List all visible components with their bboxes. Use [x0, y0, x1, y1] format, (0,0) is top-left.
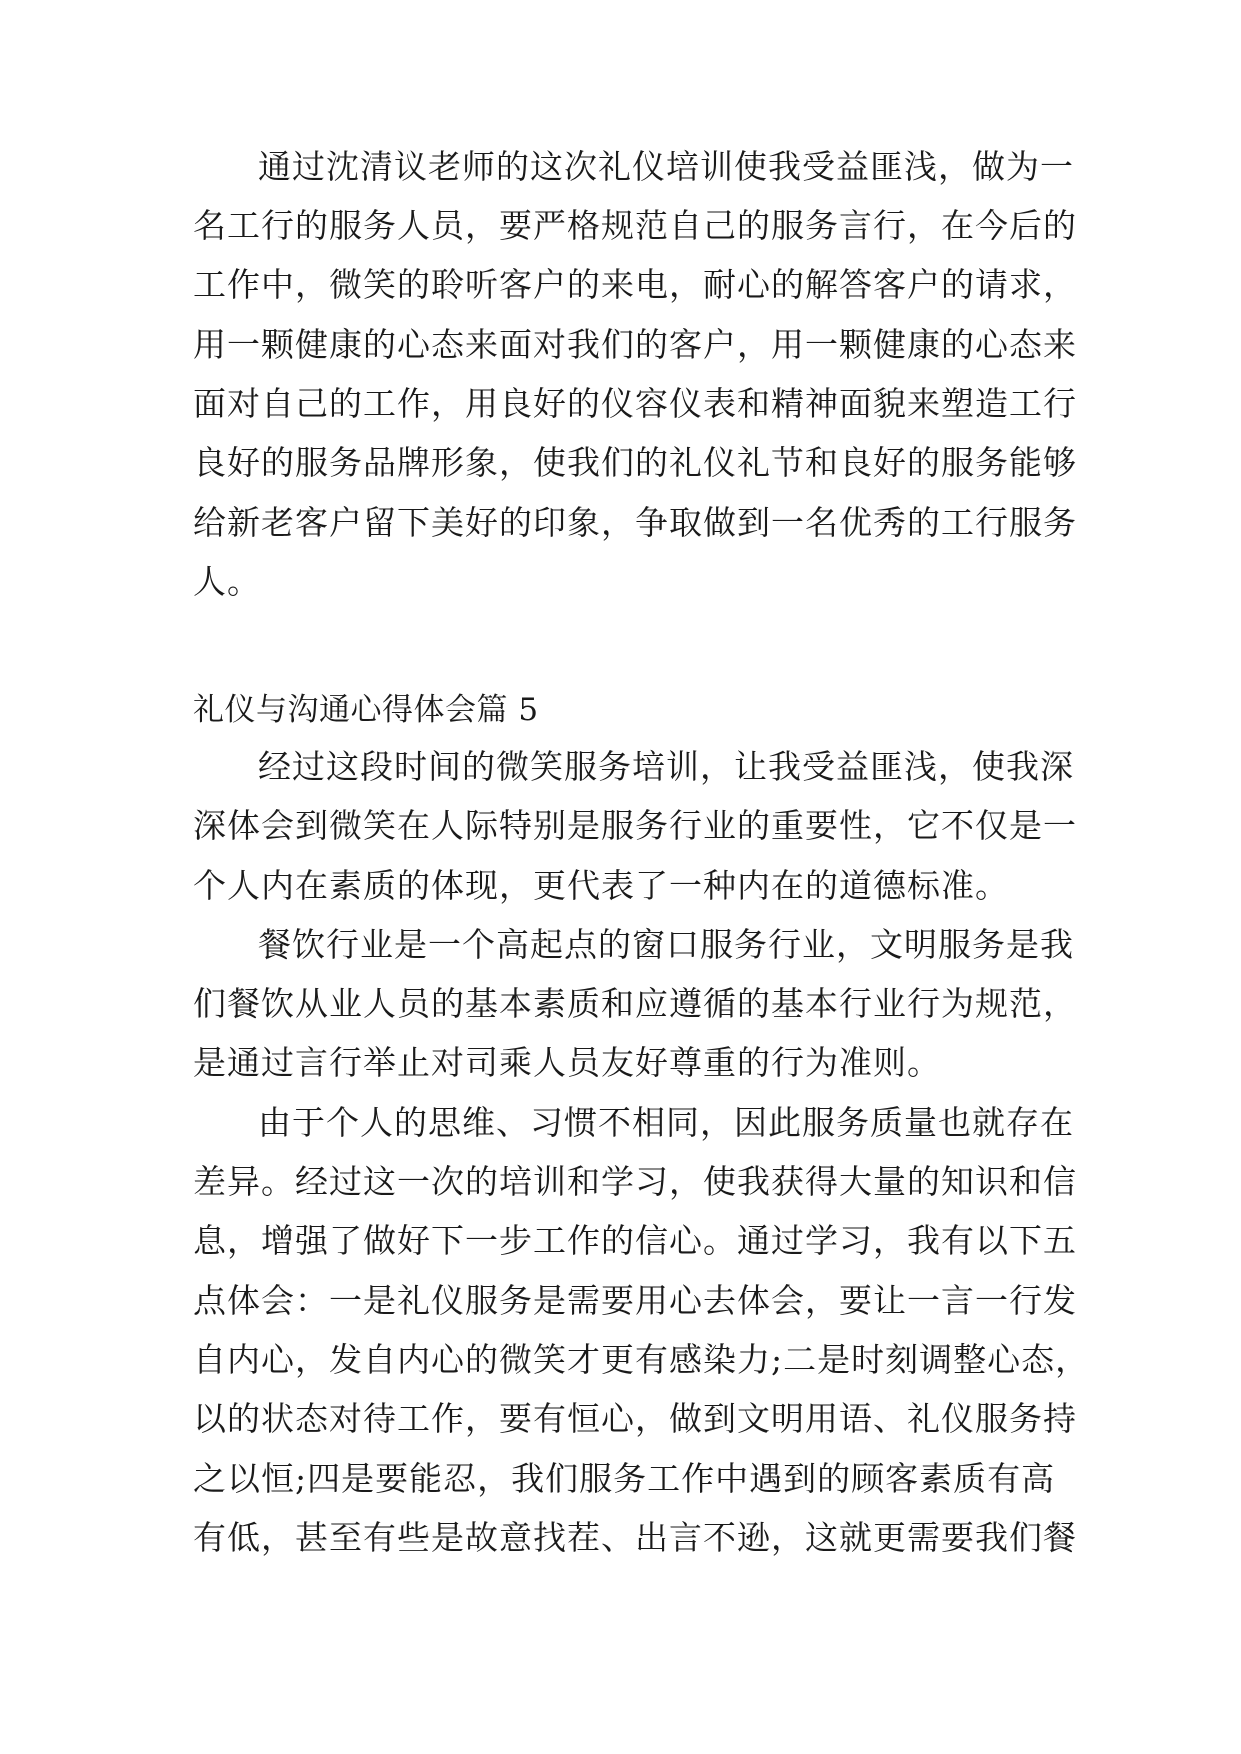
text-line: 良好的服务品牌形象，使我们的礼仪礼节和良好的服务能够: [193, 443, 1077, 482]
text-line: 差异。经过这一次的培训和学习，使我获得大量的知识和信: [193, 1162, 1077, 1201]
text-line: 自内心，发自内心的微笑才更有感染力;二是时刻调整心态，: [193, 1340, 1090, 1379]
text-line: 面对自己的工作，用良好的仪容仪表和精神面貌来塑造工行: [193, 384, 1077, 423]
text-line: 点体会：一是礼仪服务是需要用心去体会，要让一言一行发: [193, 1281, 1077, 1320]
text-line: 个人内在素质的体现，更代表了一种内在的道德标准。: [193, 866, 1009, 905]
section-heading: 礼仪与沟通心得体会篇 5: [193, 692, 539, 728]
text-line: 餐饮行业是一个高起点的窗口服务行业，文明服务是我: [258, 925, 1074, 964]
text-line: 名工行的服务人员，要严格规范自己的服务言行，在今后的: [193, 206, 1077, 245]
text-line: 由于个人的思维、习惯不相同，因此服务质量也就存在: [258, 1103, 1074, 1142]
text-line: 以的状态对待工作，要有恒心，做到文明用语、礼仪服务持: [193, 1399, 1077, 1438]
text-line: 经过这段时间的微笑服务培训，让我受益匪浅，使我深: [258, 747, 1074, 786]
text-line: 用一颗健康的心态来面对我们的客户，用一颗健康的心态来: [193, 325, 1077, 364]
text-line: 是通过言行举止对司乘人员友好尊重的行为准则。: [193, 1043, 941, 1082]
text-line: 有低，甚至有些是故意找茬、出言不逊，这就更需要我们餐: [193, 1518, 1077, 1557]
text-line: 之以恒;四是要能忍，我们服务工作中遇到的顾客素质有高: [193, 1459, 1056, 1498]
text-line: 工作中，微笑的聆听客户的来电，耐心的解答客户的请求，: [193, 265, 1077, 304]
text-line: 息，增强了做好下一步工作的信心。通过学习，我有以下五: [193, 1221, 1077, 1260]
text-line: 给新老客户留下美好的印象，争取做到一名优秀的工行服务: [193, 503, 1077, 542]
text-line: 深体会到微笑在人际特别是服务行业的重要性，它不仅是一: [193, 806, 1077, 845]
text-line: 人。: [193, 562, 261, 601]
text-line: 通过沈清议老师的这次礼仪培训使我受益匪浅，做为一: [258, 147, 1074, 186]
text-line: 们餐饮从业人员的基本素质和应遵循的基本行业行为规范，: [193, 984, 1077, 1023]
